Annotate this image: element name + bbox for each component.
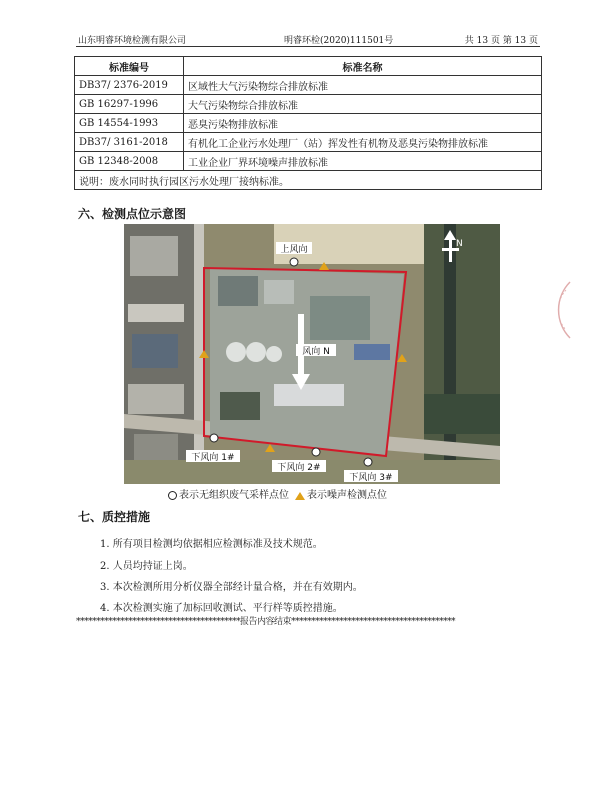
site-building <box>310 296 370 340</box>
standard-name: 有机化工企业污水处理厂（站）挥发性有机物及恶臭污染物排放标准 <box>184 133 542 152</box>
aerial-photo <box>124 224 500 484</box>
left-building <box>130 236 178 276</box>
legend-circle-text: 表示无组织废气采样点位 <box>179 490 289 501</box>
tank <box>266 346 282 362</box>
monitoring-site-map <box>124 224 500 484</box>
table-row <box>75 114 542 133</box>
site-building <box>218 276 258 306</box>
upwind-label: 上风向 <box>280 245 308 255</box>
seal-stamp-graphic <box>544 280 574 340</box>
site-building <box>264 280 294 304</box>
tank <box>246 342 266 362</box>
qc-item-4: 4. 本次检测实施了加标回收测试、平行样等质控措施。 <box>100 603 343 614</box>
qc-item-1: 1. 所有项目检测均依据相应检测标准及技术规范。 <box>100 539 323 550</box>
tank <box>226 342 246 362</box>
standard-code: GB 12348-2008 <box>75 152 184 171</box>
table-row <box>75 95 542 114</box>
legend-triangle-text: 表示噪声检测点位 <box>307 490 387 501</box>
table-row <box>75 152 542 171</box>
map-legend <box>168 486 387 501</box>
report-number: 明睿环检(2020)111501号 <box>284 36 394 46</box>
qc-item-3: 3. 本次检测所用分析仪器全部经计量合格，并在有效期内。 <box>100 582 363 593</box>
qc-item-2: 2. 人员均持证上岗。 <box>100 561 193 572</box>
page-header <box>76 32 540 47</box>
standard-name: 区域性大气污染物综合排放标准 <box>184 76 542 95</box>
standards-table <box>74 56 542 190</box>
table-note-row <box>75 171 542 190</box>
table-row <box>75 76 542 95</box>
column-header: 标准名称 <box>184 57 542 76</box>
site-building <box>354 344 390 360</box>
standard-code: DB37/ 2376-2019 <box>75 76 184 95</box>
section-7-title: 七、质控措施 <box>78 510 151 524</box>
downwind-sampling-point-3 <box>364 458 372 466</box>
north-label: N <box>456 239 463 249</box>
site-building <box>274 384 344 406</box>
upwind-sampling-point <box>290 258 298 266</box>
left-building <box>128 304 184 322</box>
standard-name: 工业企业厂界环境噪声排放标准 <box>184 152 542 171</box>
triangle-symbol-icon <box>295 492 305 500</box>
seal-stamp <box>544 280 574 340</box>
company-name: 山东明睿环境检测有限公司 <box>78 36 187 46</box>
standard-code: GB 14554-1993 <box>75 114 184 133</box>
page-info: 共 13 页 第 13 页 <box>464 36 538 46</box>
right-fields <box>424 394 500 434</box>
downwind-sampling-point-1 <box>210 434 218 442</box>
left-building <box>132 334 178 368</box>
standard-name: 大气污染物综合排放标准 <box>184 95 542 114</box>
table-row <box>75 133 542 152</box>
left-building <box>128 384 184 414</box>
standard-name: 恶臭污染物排放标准 <box>184 114 542 133</box>
downwind-2-label: 下风向 2# <box>277 463 321 473</box>
table-note: 说明：废水同时执行园区污水处理厂接纳标准。 <box>75 171 542 190</box>
standard-code: DB37/ 3161-2018 <box>75 133 184 152</box>
wind-direction-label: 风向 N <box>302 347 330 357</box>
downwind-3-label: 下风向 3# <box>349 473 393 483</box>
downwind-1-label: 下风向 1# <box>191 453 235 463</box>
section-6-title: 六、检测点位示意图 <box>78 207 187 221</box>
report-end-line: *****************************************报告内容结束***************************************** <box>76 617 456 627</box>
standard-code: GB 16297-1996 <box>75 95 184 114</box>
table-header-row <box>75 57 542 76</box>
downwind-sampling-point-2 <box>312 448 320 456</box>
column-header: 标准编号 <box>75 57 184 76</box>
circle-symbol-icon <box>168 491 177 500</box>
site-building <box>220 392 260 420</box>
